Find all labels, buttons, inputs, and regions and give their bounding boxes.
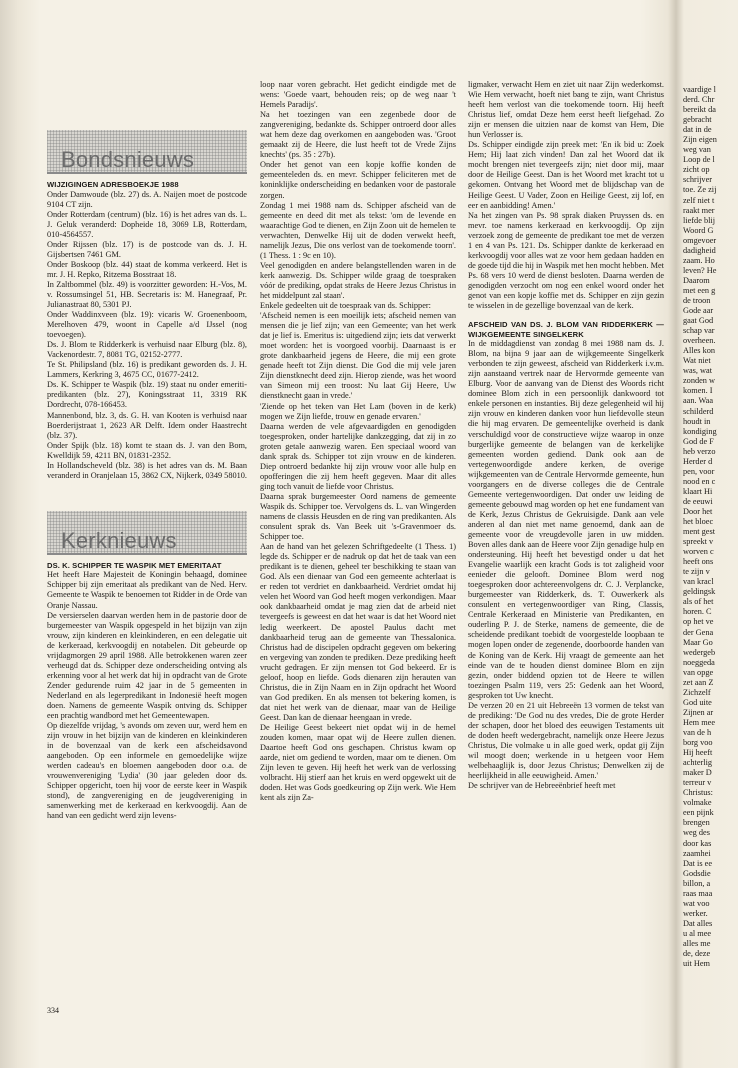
text-line: worven c	[683, 547, 714, 557]
text-line: leven? He	[683, 265, 717, 275]
text-line: het bloec	[683, 517, 714, 527]
text-line: kondiging	[683, 426, 717, 436]
paragraph: Ds. J. Blom te Ridderkerk is verhuisd naar Elburg (blz. 8), Vackenordestr. 7, 8081 TG, 02152-2777.	[47, 340, 247, 360]
text-line: de, deze	[683, 949, 711, 959]
article-body-adresboekje	[47, 190, 247, 481]
text-line: schrijver	[683, 175, 713, 185]
text-line: pen, voor	[683, 466, 715, 476]
text-line: weg van	[683, 145, 711, 155]
column-2	[260, 80, 456, 1010]
paragraph: Te St. Philipsland (blz. 16) is predikant geworden ds. J. H. Lammers, Kerkring 3, 4675 CC, 01677-2412.	[47, 360, 247, 380]
text-line: gebracht	[683, 115, 712, 125]
paragraph: Daarna werden de vele afgevaardigden en genodigden toegesproken, onder hartelijke dankzegging, dat zij in zo groten getale aanwezig waren. Een speciaal woord van dank sprak ds. Schipper tot zijn vrouw en de kinderen. Diep ontroerd bedankte hij zijn vrouw voor alle hulp en opofferingen die zij hem heeft gegeven. Maar dit alles ging toch vanuit de liefde voor Christus.	[260, 421, 456, 491]
text-line: Wat niet	[683, 356, 711, 366]
text-line: een pijnk	[683, 808, 714, 818]
text-line: Daarom	[683, 275, 710, 285]
paragraph: Mannenbond, blz. 3, ds. G. H. van Kooten is verhuisd naar Boerderijstraat 1, 2623 AR Delft. Idem onder Haastrecht (blz. 37).	[47, 410, 247, 440]
text-line: billon, a	[683, 878, 711, 888]
paragraph: Veel genodigden en andere belangstellenden waren in de kerk aanwezig. Ds. Schipper wilde graag de toespraken vóór de prediking, opdat straks de Heere Jezus Christus in het middelpunt zal staan'.	[260, 260, 456, 300]
text-line: u al mee	[683, 928, 712, 938]
text-line: gaat God	[683, 316, 714, 326]
text-line: liefde blij	[683, 215, 716, 225]
column-1	[47, 78, 247, 1018]
text-line: Zijnen ar	[683, 707, 714, 717]
article-body-schipper-continued	[468, 80, 664, 311]
text-line: komen. I	[683, 386, 713, 396]
paragraph: Onder Rotterdam (centrum) (blz. 16) is het adres van ds. L. J. Geluk veranderd: Dopheide 18, 3069 LB, Rotterdam, 010-4564557.	[47, 209, 247, 239]
paragraph: Het heeft Hare Majesteit de Koningin behaagd, dominee Schipper bij zijn emeritaat als predikant van de Ned. Herv. Gemeente te Waspik te benoemen tot Ridder in de Orde van Oranje Nassau.	[47, 570, 247, 610]
paragraph: loop naar voren gebracht. Het gedicht eindigde met de wens: 'Goede vaart, behouden reis; op de weg naar 't Hemels Paradijs'.	[260, 80, 456, 110]
text-line: heeft ons	[683, 557, 714, 567]
article-body-blom	[468, 339, 664, 791]
paragraph: De Heilige Geest bekeert niet opdat wij in de hemel zouden komen, maar opat wij de Heere zullen dienen. Daartoe heeft God ons geschapen. Christus kwam op aarde, niet om gediend te worden, maar om te dienen. Om Zijn leven te geven. Hij heeft het werk van de verlossing volbracht. Hij stierf aan het kruis en werd opgewekt uit de doden. Het was Gods goedkeuring op Zijn werk. Wie Hem kent als zijn Za-	[260, 723, 456, 803]
text-line: als of het	[683, 597, 714, 607]
paragraph: Onder Waddinxveen (blz. 19): vicaris W. Groenenboom, Merelhoven 479, woont in Capelle a/d IJssel (nog toevoegen).	[47, 310, 247, 340]
text-line: aan. Waa	[683, 396, 714, 406]
section-title-bondsnieuws: Bondsnieuws	[61, 147, 195, 172]
article-headline-blom: AFSCHEID VAN DS. J. BLOM VAN RIDDERKERK — WIJKGEMEENTE SINGELKERK	[468, 320, 664, 339]
text-line: van de h	[683, 728, 712, 737]
text-line: ment gest	[683, 527, 716, 537]
text-line: Door het	[683, 506, 713, 516]
text-line: borg voo	[683, 738, 713, 748]
text-line: Dat is ee	[683, 858, 713, 868]
text-line: met een g	[683, 285, 716, 295]
text-line: heb verzo	[683, 446, 716, 456]
text-line: vaardige l	[683, 85, 716, 94]
text-line: de troon	[683, 295, 711, 305]
paragraph: In de middagdienst van zondag 8 mei 1988 nam ds. J. Blom, na bijna 9 jaar aan de wijkgemeente Singelkerk verbonden te zijn geweest, afscheid van Ridderkerk i.v.m. zijn aanstaand vertrek naar de Hervormde gemeente van Elburg. Voor de aanvang van de Dienst des Woords richt dominee Blom zich in een persoonlijk dankwoord tot enkele personen en instanties. Bij deze gelegenheid wil hij zijn vrouw en kinderen danken voor hun liefdevolle steun die hij mag ervaren. De gemeentelijke overheid is dank verschuldigd voor de constructieve wijze waarop in onze burgerlijke gemeente de belangen van de kerkelijke gemeenten worden gediend. Dank ook aan de vertegenwoordigde andere kerken, de overige wijkgemeenten van de Centrale Hervormde gemeente, hun voorgangers en de diverse colleges die de Centrale Gemeente vertegenwoordigen. Dat onder uw leiding de gemeente gebouwd mag worden op het ene fundament van de Kerk, Jezus Christus de Gekruisigde. Dank aan vele anderen al dan niet met name genoemd, dank aan de gemeente voor de vreugdevolle jaren in uw midden. Boven alles dank aan de Heere voor Zijn genadige hulp en ondersteuning. Hij heeft het bevestigd onder u dat het Evangelie waarlijk een kracht Gods is tot zaligheid voor eenieder die gelooft. Dominee Blom werd nog toegesproken door achtereenvolgens dr. C. J. Verplancke, burgemeester van Ridderkerk, ds. T. Ouwerkerk als consulent en vertegenwoordiger van Ring, Classis, Centrale Kerkeraad en Ministerie van Predikanten, en ouderling P. J. de Sterke, namens de gemeente, die de scheidende predikant toebidt de voorgestelde loopbaan te mogen lopen onder de zegenende, doorboorde handen van de Koning van de Kerk. Hij vraagt de gemeente aan het einde van de te houden dienst dominee Blom en zijn gezin, onder biddend opzien tot de Heere te willen toezingen Psalm 119, vers 25: Gedenk aan het Woord, gesproken tot Uw knecht.	[468, 339, 664, 700]
text-line: Maar Go	[683, 637, 713, 647]
text-line: weg des	[683, 828, 710, 838]
paragraph: 'Ziende op het teken van Het Lam (boven in de kerk) mogen we Zijn liefde, trouw en genade ervaren.'	[260, 401, 456, 421]
paragraph: De versierselen daarvan werden hem in de pastorie door de burgemeester van Waspik opgespeld in het bijzijn van zijn vrouw, zijn kinderen en kleinkinderen, en een delegatie uit de kerkeraad, kerkvoogdij en notabelen. Dit gebeurde op vrijdagmorgen 29 april 1988. Alle betrokkenen waren zeer verheugd dat ds. Schipper deze onderscheiding ontving als erkenning voor al het werk dat hij in opdracht van de Grote Zender gedurende ruim 42 jaar in de 5 gemeenten in Nederland en als legerpredikant in Indonesië heeft mogen doen. Namens de gemeente Waspik ontving ds. Schipper een prachtig wandbord met het Gemeentewapen.	[47, 610, 247, 721]
article-headline-adresboekje: WIJZIGINGEN ADRESBOEKJE 1988	[47, 180, 179, 189]
text-line: Hij heeft	[683, 748, 713, 758]
section-title-kerknieuws: Kerknieuws	[61, 527, 177, 553]
section-gap	[47, 481, 247, 511]
text-line: werker.	[683, 908, 708, 918]
paragraph: Enkele gedeelten uit de toespraak van ds. Schipper:	[260, 301, 431, 311]
text-line: noeggeda	[683, 657, 715, 667]
text-line: nood en c	[683, 476, 716, 486]
text-line: door kas	[683, 838, 712, 848]
paragraph: Daarna sprak burgemeester Oord namens de gemeente Waspik ds. Schipper toe. Vervolgens ds. L. van Wingerden namens de classis Heusden en de ring van predikanten. Als consulent sprak ds. Van Beek uit 's-Gravenmoer ds. Schipper toe.	[260, 491, 456, 542]
text-line: Zichzelf	[683, 687, 711, 697]
text-line: maker D	[683, 768, 712, 778]
paragraph: Ds. Schipper eindigde zijn preek met: 'En ik bid u: Zoek Hem; Hij laat zich vinden! Dan zal het Woord dat ik mocht brengen niet tevergeefs zijn; niet door mij, maar door de Heilige Geest. Dan is het Woord met kracht tot u gekomen. Ontvang het Woord met de blijdschap van de Heilige Geest. U Vader, Zoon en Heilige Geest, zij lof, en eer en aanbidding! Amen.'	[468, 140, 664, 210]
article-headline-schipper: DS. K. SCHIPPER TE WASPIK MET EMERITAAT	[47, 560, 222, 570]
text-line: Hem mee	[683, 717, 716, 727]
paragraph: Onder Boskoop (blz. 44) staat de komma verkeerd. Het is mr. J. H. Repko, Ritzema Bosstraat 18.	[47, 259, 247, 279]
text-line: alles me	[683, 938, 711, 948]
paragraph: In Hollandscheveld (blz. 38) is het adres van ds. M. Baan veranderd in Oranjelaan 15, 3862 CX, Nijkerk, 0349 58010.	[47, 460, 247, 480]
text-line: schilderd	[683, 406, 714, 416]
paragraph: De verzen 20 en 21 uit Hebreeën 13 vormen de tekst van de prediking: 'De God nu des vredes, Die de grote Herder der schapen, door het bloed des eeuwigen Testaments uit de doden heeft wedergebracht, namelijk onze Heere Jezus Christus, Die volmake u in alle goed werk, opdat gij Zijn wil moogt doen; werkende in u hetgeen voor Hem welbehaaglijk is, door Jezus Christus; Denwelken zij de heerlijkheid in alle eeuwigheid. Amen.'	[468, 700, 664, 781]
page-number: 334	[47, 1006, 59, 1015]
text-line: schap var	[683, 326, 715, 336]
text-line: toe. Ze zij	[683, 185, 717, 195]
text-line: dat in de	[683, 125, 712, 135]
text-line: dadigheid	[683, 245, 716, 255]
text-line: van opge	[683, 667, 714, 677]
text-line: te zijn v	[683, 567, 710, 577]
paragraph: Onder Rijssen (blz. 17) is de postcode van ds. J. H. Gijsbertsen 7461 GM.	[47, 239, 247, 259]
paragraph: Onder het genot van een kopje koffie konden de gemeenteleden ds. en mevr. Schipper feliciteren met de koninklijke onderscheiding en bedanken voor de pastorale zorgen.	[260, 160, 456, 200]
paragraph: In Zaltbommel (blz. 49) is voorzitter geworden: H.-Vos, M. v. Rossumsingel 51, HB. Secretaris is: M. Hanegraaf, Pr. Julianastraat 80, 5301 PJ.	[47, 279, 247, 310]
column-3	[468, 80, 664, 1010]
text-line: de eeuwi	[683, 496, 713, 506]
paragraph: Onder Damwoude (blz. 27) ds. A. Naijen moet de postcode 9104 CT zijn.	[47, 189, 247, 209]
banner-rule	[47, 553, 247, 555]
text-line: Herder d	[683, 456, 713, 466]
paragraph: ligmaker, verwacht Hem en ziet uit naar Zijn wederkomst. Wie Hem verwacht, hoeft niet bang te zijn, want Christus heeft hem verlost van die toekomende toorn. Hij heeft Christus lief, omdat Deze hem eerst heeft liefgehad. Zo zijn er mensen die uitzien naar de komst van Hem, Die hun Verlosser is.	[468, 80, 664, 140]
text-line: zet aan Z	[683, 677, 714, 687]
text-line: God de F	[683, 436, 714, 446]
text-line: God uite	[683, 697, 712, 707]
paragraph: Na het toezingen van een zegenbede door de zangvereniging, bedankte ds. Schipper ontroerd door alles wat hem deze dag overkomen en aangeboden was. 'Groot gemaakt zij de Heere, die lust heeft tot de Vrede Zijns knechts' (ps. 35 : 27b).	[260, 110, 456, 160]
text-line: wedergeb	[683, 647, 716, 657]
text-line: zaam. Ho	[683, 255, 715, 265]
text-line: Christus:	[683, 788, 713, 798]
text-line: zicht op	[683, 165, 710, 175]
paragraph: Op diezelfde vrijdag, 's avonds om zeven uur, werd hem en zijn vrouw in het bijzijn van de kinderen en kleinkinderen in de bovenzaal van de kerk een afscheidsavond aangeboden. Op een informele en gemoedelijke wijze werden cadeau's en bloemen aangeboden door o.a. de vrouwenvereniging 'Lydia' (30 jaar geleden door ds. Schipper opgericht, toen hij voor de eerste keer in Waspik stond), de zangvereniging en de jeugdvereniging in samenwerking met de kerkeraad en kerkvoogdij. Aan de hand van een gedicht werd zijn levens-	[47, 721, 247, 821]
text-line: van kracl	[683, 577, 714, 587]
text-line: houdt in	[683, 416, 711, 426]
text-line: omgevoer	[683, 235, 717, 245]
text-line: volmake	[683, 798, 712, 808]
text-line: uit Hem	[683, 959, 710, 969]
paragraph: Ds. K. Schipper te Waspik (blz. 19) staat nu onder emeriti-predikanten (blz. 27), Koningsstraat 11, 3319 RK Dordrecht, 078-166453.	[47, 380, 247, 410]
text-line: Dat alles	[683, 918, 713, 928]
text-line: raakt mer	[683, 205, 715, 215]
paragraph: Na het zingen van Ps. 98 sprak diaken Pruyssen ds. en mevr. toe namens kerkeraad en kerkvoogdij. Op zijn verzoek zong de gemeente de predikant toe met de verzen 1 en 4 van Ps. 121. Ds. Schipper dankte de kerkeraad en kerkvoogdij voor alles wat ze voor hem gedaan hadden en de goede tijd die hij in Waspik met hen mocht hebben. Met Ps. 68 vers 10 werd de dienst besloten. Daarna werden de genodigden verzocht om nog een enkel woord onder het genot van een kopje koffie met ds. Schipper en zijn gezin te wisselen in de gezellige bovenzaal van de kerk.	[468, 210, 664, 311]
text-line: Alles kon	[683, 346, 716, 356]
text-line: Gode aar	[683, 306, 714, 316]
text-line: Zijn eigen	[683, 135, 717, 145]
text-line: wat voo	[683, 898, 710, 908]
kerknieuws-banner	[47, 511, 247, 555]
text-line: Godsdie	[683, 868, 711, 878]
text-line: geldingsk	[683, 587, 716, 597]
text-line: raas maa	[683, 888, 713, 898]
paragraph: De schrijver van de Hebreeënbrief heeft met	[468, 781, 616, 791]
paragraph: Onder Spijk (blz. 18) komt te staan ds. J. van den Bom, Kwelldijk 59, 4211 BN, 01831-2352.	[47, 440, 247, 460]
text-line: Loop de l	[683, 155, 715, 165]
text-line: op het ve	[683, 617, 714, 627]
text-line: zonden w	[683, 376, 716, 386]
text-line: was, wat	[683, 366, 713, 376]
article-body-schipper	[47, 570, 247, 821]
top-margin	[47, 78, 247, 130]
text-line: spreekt v	[683, 537, 714, 547]
text-line: zaamhei	[683, 848, 711, 858]
text-line: der Gena	[683, 627, 714, 637]
text-line: terreur v	[683, 778, 712, 788]
text-line: zelf niet t	[683, 195, 715, 205]
paragraph: Zondag 1 mei 1988 nam ds. Schipper afscheid van de gemeente en deed dit met als tekst: 'om de levende en waarachtige God te dienen, en Zijn Zoon uit de hemelen te verwachten, Denwelke Hij uit de doden verwekt heeft, namelijk Jezus, Die ons verlost van de toekomende toorn'. (1 Thess. 1 : 9c en 10).	[260, 200, 456, 260]
banner-rule	[47, 172, 247, 174]
text-line: brengen	[683, 818, 710, 828]
column-4-cropped	[683, 85, 738, 1010]
text-line: overheen.	[683, 336, 716, 346]
text-line: horen. C	[683, 607, 712, 617]
text-line: klaart Hi	[683, 486, 713, 496]
paragraph: 'Afscheid nemen is een moeilijk iets; afscheid nemen van mensen die je lief zijn; van een Gemeente; van het werk dat je lief is. Emeritus is: uitgediend zijn; iets dat verwerkt moet worden: het is voorgoed voorbij. Daarnaast is er grote dankbaarheid jegens de Heere, die mij een grote genade heeft tot Zijn dienst. Die God die mij vele jaren Zijn dienstknecht deed zijn. Hierop ziende, was het woord van Simeon mij een troost: Nu laat Gij Heere, Uw dienstknecht gaan in vrede.'	[260, 311, 456, 401]
text-line: derd. Chr	[683, 95, 715, 105]
text-line: bereikt da	[683, 105, 716, 115]
bondsnieuws-banner	[47, 130, 247, 174]
text-line: achterlig	[683, 758, 713, 768]
paragraph: Aan de hand van het gelezen Schriftgedeelte (1 Thess. 1) legde ds. Schipper er de nadruk op dat het de taak van een predikant is te dienen, geheel ter beschikking te staan van God. Als een dienaar van God een gemeente achterlaat is er reden tot verdriet en dankbaarheid. Verdriet omdat hij velen het Woord van God heeft mogen verkondigen. Maar ook dankbaarheid omdat je mag zien dat de arbeid niet tevergeefs is geweest en dat het waar is dat het Woord niet ledig weerkeert. De apostel Paulus dacht met dankbaarheid terug aan de gemeente van Thessalonica. Christus had de discipelen opdracht gegeven om bekering en vergeving van zonden te prediken. Deze prediking heeft vrucht gedragen. Er zijn mensen tot God bekeerd. Er is geloof, hoop en liefde. Gods dienaren zijn herauten van Christus, die in Zijn Naam en in Zijn opdracht het Woord van God prediken. En als mensen tot bekering komen, is dat niet het werk van de dienaar, maar van de Heilige Geest. Dan kan de dienaar heengaan in vrede.	[260, 542, 456, 722]
text-line: Woord G	[683, 225, 714, 235]
